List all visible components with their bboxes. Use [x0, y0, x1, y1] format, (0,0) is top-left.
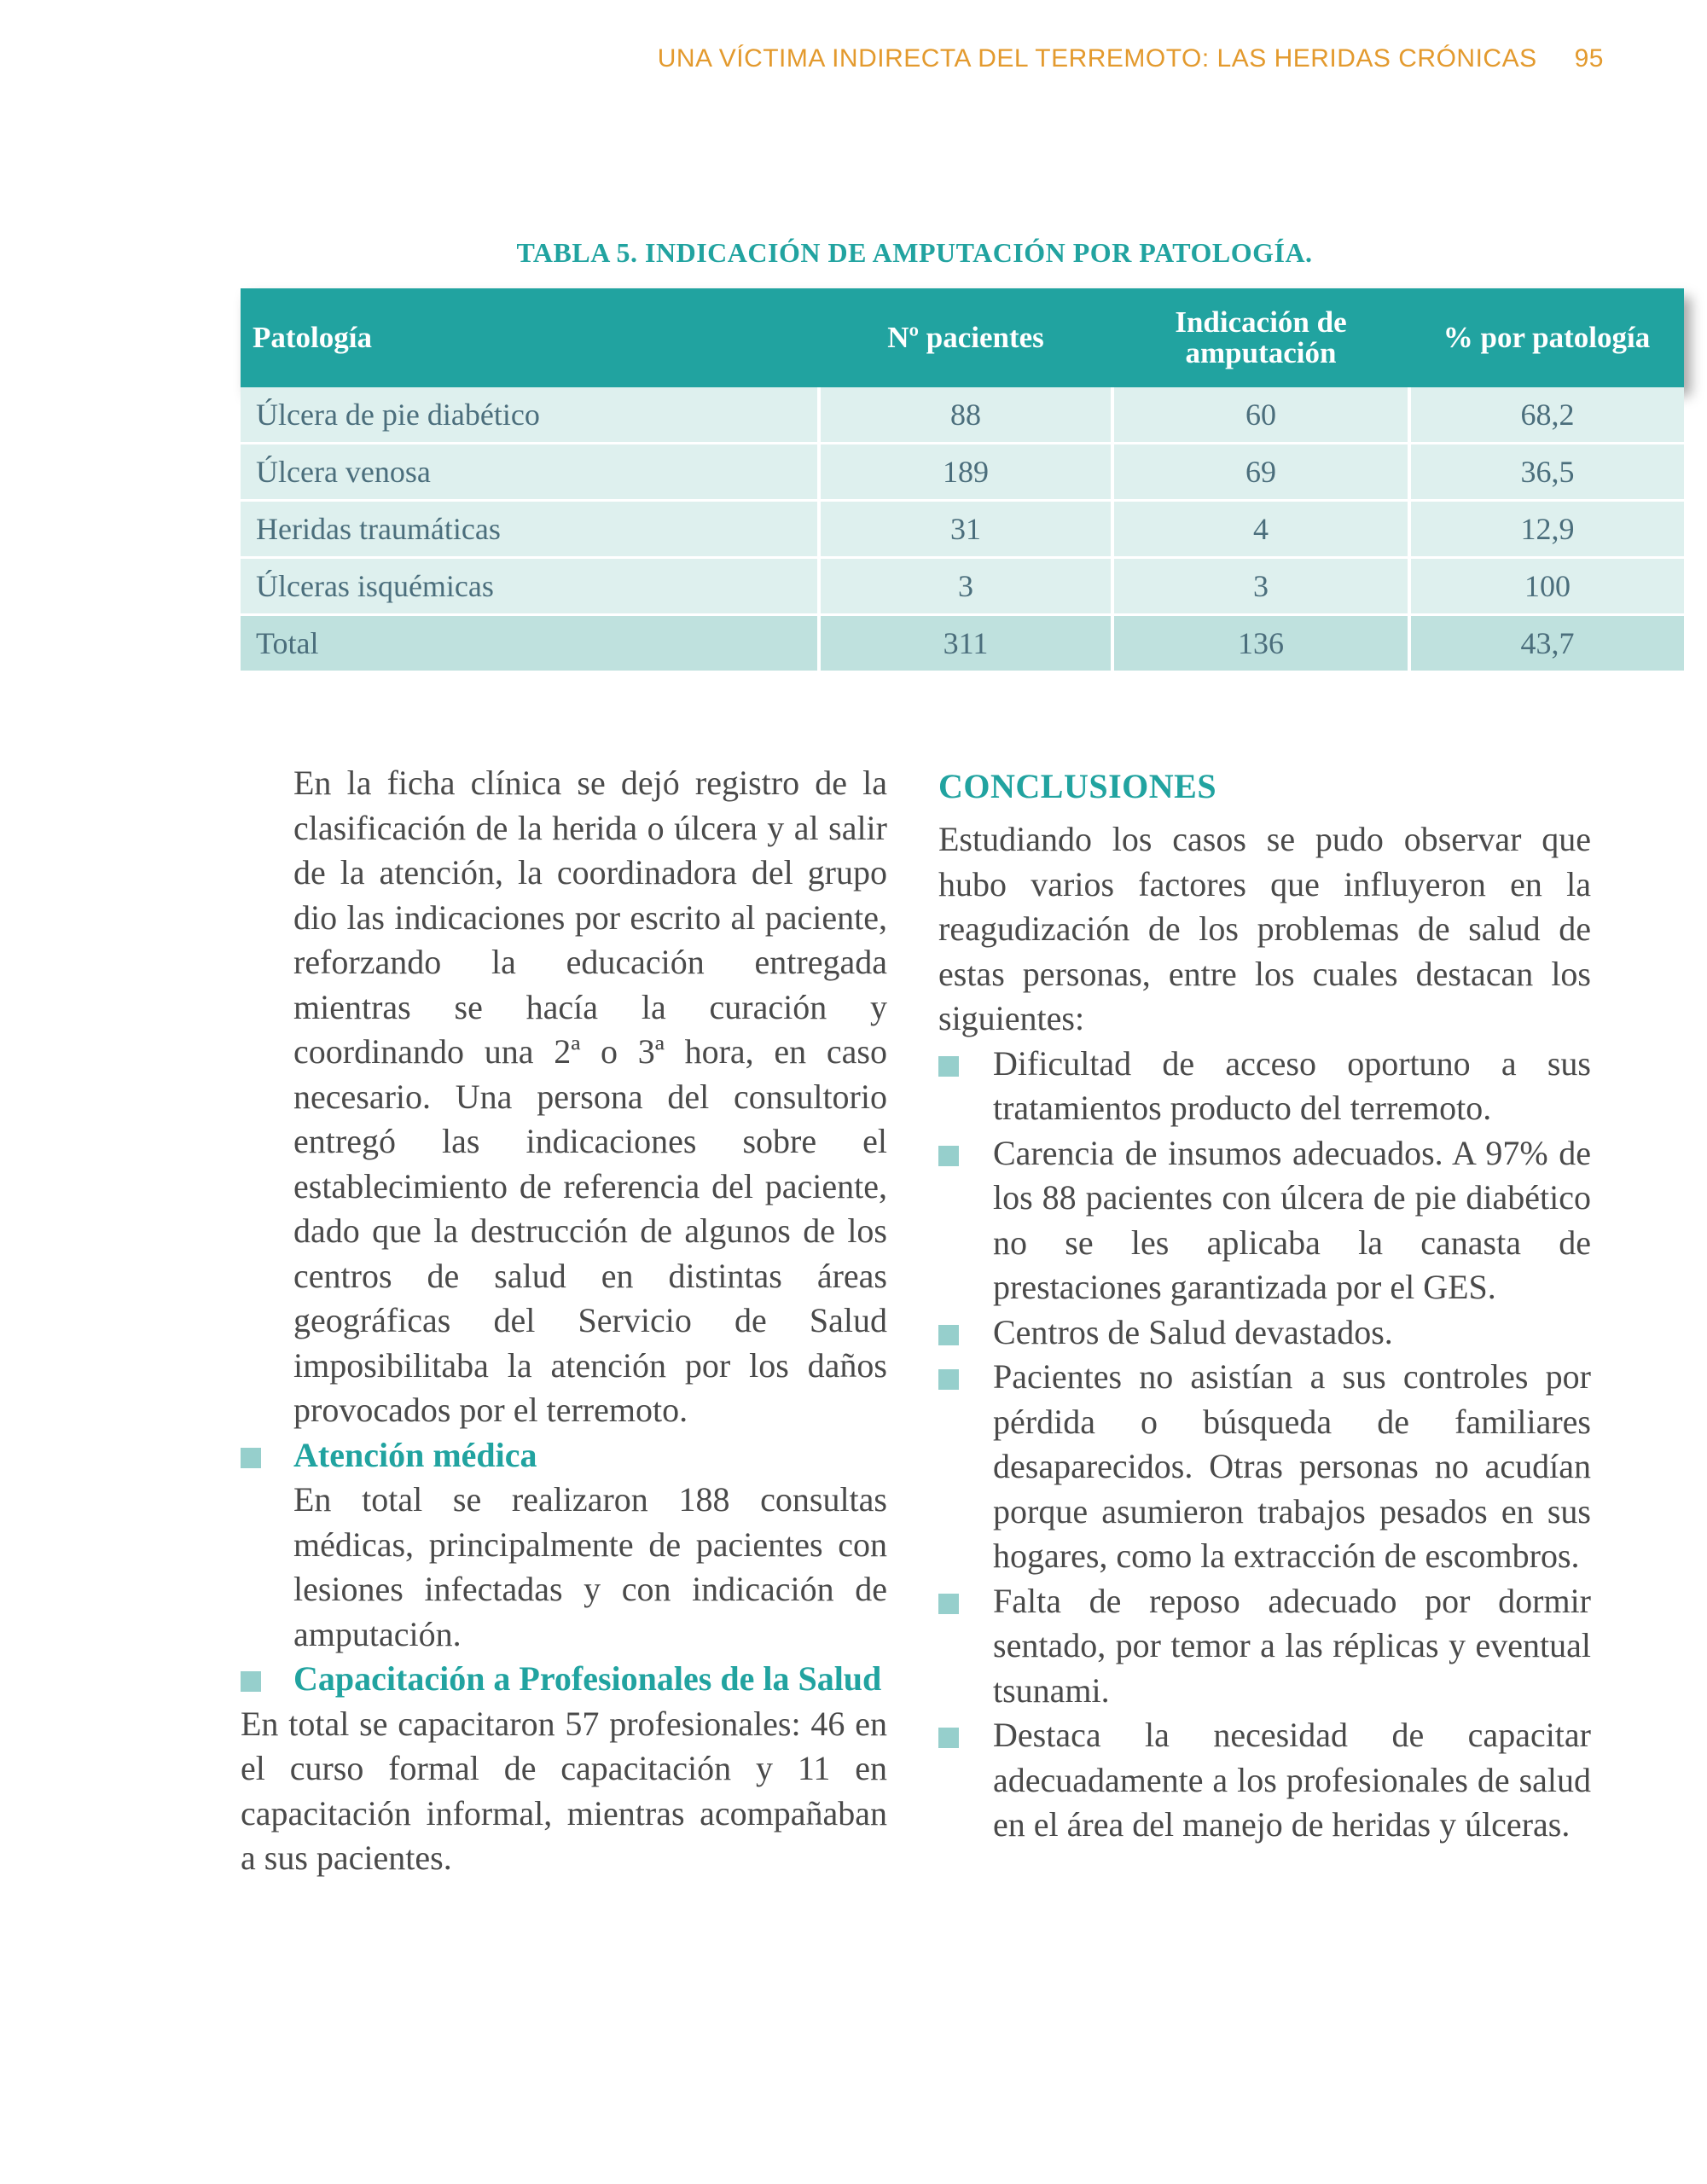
- training-paragraph: En total se capacitaron 57 profesionales: 46 en el curso formal de capacitación y 11 en capacitación informal, mientras acompañaban a sus pacientes.: [241, 1704, 887, 1877]
- table-cell: 68,2: [1409, 387, 1684, 444]
- page-number: 95: [1574, 44, 1604, 73]
- square-bullet-icon: [938, 1594, 959, 1614]
- table-cell: 3: [819, 558, 1112, 615]
- list-item: [938, 1579, 1591, 1714]
- list-item-text: Carencia de insumos adecuados. A 97% de los 88 pacientes con úlcera de pie diabético no se les aplicaba la canasta de prestaciones garantizada por el GES.: [993, 1133, 1591, 1306]
- table-row: [241, 501, 1684, 558]
- table-cell: 311: [819, 615, 1112, 672]
- table-cell: 12,9: [1409, 501, 1684, 558]
- square-bullet-icon: [938, 1146, 959, 1166]
- table-cell: 88: [819, 387, 1112, 444]
- square-bullet-icon: [938, 1056, 959, 1077]
- table-row: [241, 444, 1684, 501]
- table-cell: Úlcera venosa: [241, 444, 819, 501]
- list-item-text: Centros de Salud devastados.: [993, 1312, 1393, 1351]
- table-cell: 4: [1112, 501, 1409, 558]
- list-item: [938, 1310, 1591, 1356]
- table-cell: 3: [1112, 558, 1409, 615]
- list-item-text: Pacientes no asistían a sus controles por pérdida o búsqueda de familiares desaparecidos. Otras personas no acudían porque asumieron trabajos pesados en sus hogares, como la extracción de escombros.: [993, 1357, 1591, 1575]
- table-cell: 60: [1112, 387, 1409, 444]
- header-patologia: Patología: [241, 288, 819, 387]
- table-cell: Úlcera de pie diabético: [241, 387, 819, 444]
- table-cell: Úlceras isquémicas: [241, 558, 819, 615]
- table-cell: 189: [819, 444, 1112, 501]
- list-item: [938, 1131, 1591, 1310]
- right-text-column: [938, 761, 1591, 1848]
- medical-care-paragraph: En total se realizaron 188 consultas médicas, principalmente de pacientes con lesiones infectadas y con indicación de amputación.: [293, 1480, 887, 1653]
- conclusions-list: [938, 1042, 1591, 1848]
- training-heading-text: Capacitación a Profesionales de la Salud: [293, 1659, 882, 1698]
- square-bullet-icon: [241, 1671, 261, 1692]
- table-cell: 36,5: [1409, 444, 1684, 501]
- header-porcentaje-patologia: % por patología: [1409, 288, 1684, 387]
- table-caption: TABLA 5. INDICACIÓN DE AMPUTACIÓN POR PATOLOGÍA.: [516, 237, 1313, 268]
- table-row: [241, 387, 1684, 444]
- medical-care-heading-text: Atención médica: [293, 1435, 537, 1474]
- header-indicacion-amputacion: Indicación de amputación: [1112, 288, 1409, 387]
- header-n-pacientes: Nº pacientes: [819, 288, 1112, 387]
- square-bullet-icon: [938, 1728, 959, 1748]
- table-cell: Total: [241, 615, 819, 672]
- list-item: [938, 1713, 1591, 1848]
- table-total-row: [241, 615, 1684, 672]
- list-item-text: Dificultad de acceso oportuno a sus tratamientos producto del terremoto.: [993, 1043, 1591, 1127]
- left-text-column: [241, 761, 887, 1881]
- table-cell: 100: [1409, 558, 1684, 615]
- running-header: [597, 44, 1604, 73]
- table-cell: 31: [819, 501, 1112, 558]
- list-item-text: Destaca la necesidad de capacitar adecuadamente a los profesionales de salud en el área del manejo de heridas y úlceras.: [993, 1716, 1591, 1844]
- table-cell: 43,7: [1409, 615, 1684, 672]
- square-bullet-icon: [938, 1325, 959, 1345]
- conclusions-intro: Estudiando los casos se pudo observar que hubo varios factores que influyeron en la reagudización de los problemas de salud de estas personas, entre los cuales destacan los siguientes:: [938, 820, 1591, 1037]
- table-header-row: [241, 288, 1684, 387]
- list-item-text: Falta de reposo adecuado por dormir sentado, por temor a las réplicas y eventual tsunami.: [993, 1581, 1591, 1710]
- medical-care-heading: [241, 1433, 887, 1478]
- running-title: UNA VÍCTIMA INDIRECTA DEL TERREMOTO: LAS HERIDAS CRÓNICAS: [657, 44, 1537, 73]
- list-item: [938, 1042, 1591, 1131]
- list-item: [938, 1355, 1591, 1579]
- square-bullet-icon: [938, 1369, 959, 1390]
- square-bullet-icon: [241, 1448, 261, 1468]
- training-heading: [241, 1657, 887, 1702]
- table-cell: 136: [1112, 615, 1409, 672]
- amputation-table: [241, 288, 1684, 673]
- table-row: [241, 558, 1684, 615]
- clinical-record-paragraph: En la ficha clínica se dejó registro de la clasificación de la herida o úlcera y al salir de la atención, la coordinadora del grupo dio las indicaciones por escrito al paciente, reforzando la educación entregada mientras se hacía la curación y coordinando una 2ª o 3ª hora, en caso necesario. Una persona del consultorio entregó las indicaciones sobre el establecimiento de referencia del paciente, dado que la destrucción de algunos de los centros de salud en distintas áreas geográficas del Servicio de Salud imposibilitaba la atención por los daños provocados por el terremoto.: [293, 764, 887, 1429]
- table-cell: 69: [1112, 444, 1409, 501]
- conclusions-heading: CONCLUSIONES: [938, 767, 1217, 805]
- table-cell: Heridas traumáticas: [241, 501, 819, 558]
